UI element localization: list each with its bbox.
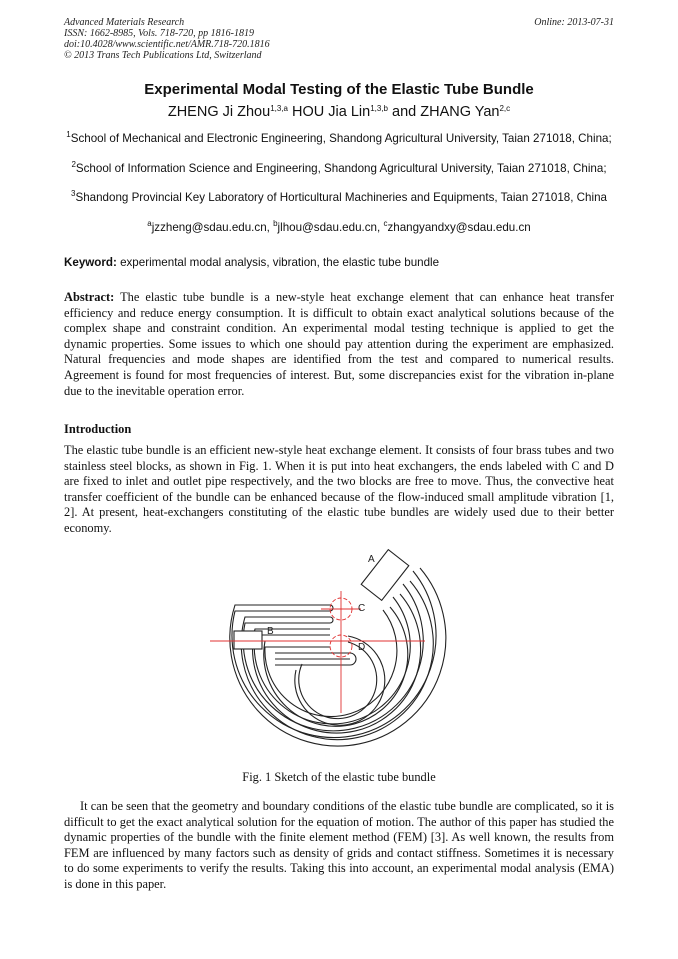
- intro-paragraph: It can be seen that the geometry and boundary conditions of the elastic tube bundle are complicated, so it is difficult to get the exact analytical solution for the equation of motion. The author of this paper has studied the dynamic properties of the bundle with the finite element method (FEM) [3]. As well known, the results from FEM are influenced by many factors such as density of grids and contact stiffness. Sometimes it is necessary to do some experiments to verify the results. Taking this into account, an experimental modal analysis (EMA) is done in this paper.: [64, 799, 614, 891]
- tube-bundle-figure: [200, 543, 490, 768]
- figure-caption: Fig. 1 Sketch of the elastic tube bundle: [242, 770, 436, 784]
- running-header: [64, 17, 270, 61]
- author-affil-sup: 1,3,b: [370, 104, 388, 113]
- paper-title: Experimental Modal Testing of the Elastic Tube Bundle: [144, 81, 534, 98]
- label-c: C: [358, 603, 366, 614]
- author-affil-sup: 1,3,a: [270, 104, 288, 113]
- author-name: ZHANG Yan: [420, 104, 500, 120]
- abstract-text: The elastic tube bundle is a new-style heat exchange element that can enhance heat transfer efficiency and reduce energy consumption. It is difficult to obtain exact analytical solutions because of the complex shape and constraint condition. An experimental modal testing technique is applied to get the dynamic properties. Some issues to which one should pay attention during the experiment are emphasized. Natural frequencies and mode shapes are identified from the test and compared to numerical results. Agreement is found for most frequencies of interest. But, some discrepancies exist for the vibration in-plane due to the inevitable operation error.: [64, 290, 614, 398]
- intro-paragraph: The elastic tube bundle is an efficient new-style heat exchange element. It consists of four brass tubes and two stainless steel blocks, as shown in Fig. 1. When it is put into heat exchangers, the ends labeled with C and D are fixed to inlet and outlet pipe respectively, and the two blocks are free to move. Thus, the convective heat transfer coefficient of the bundle can be enhanced because of the flow-induced small amplitude vibration [1, 2]. At present, heat-exchangers constituting of the elastic tube bundles are widely used due to their better economy.: [64, 443, 614, 535]
- affiliation: $^1$School of Mechanical and Electronic Engineering, Shandong Agricultural University, Taian 271018, China;: [66, 130, 612, 145]
- block-b: [234, 626, 274, 649]
- affiliation: $^3$Shandong Provincial Key Laboratory of Horticultural Machineries and Equipments, Taian 271018, China: [71, 189, 607, 204]
- author-affil-sup: 2,c: [499, 104, 511, 113]
- author-line: ZHENG Ji Zhou$^{1,3,a}$ HOU Jia Lin$^{1,3,b}$ and ZHANG Yan$^{2,c}$: [167, 104, 511, 120]
- email-link[interactable]: jzzheng@sdau.edu.cn,: [151, 221, 270, 234]
- section-heading: Introduction: [64, 422, 132, 436]
- online-date: Online: 2013-07-31: [534, 17, 614, 28]
- keywords: [64, 256, 439, 269]
- email-line: $^a$jzzheng@sdau.edu.cn, $^b$jlhou@sdau.edu.cn, $^c$zhangyandxy@sdau.edu.cn: [147, 219, 531, 234]
- author-name: ZHENG Ji Zhou: [167, 104, 271, 120]
- issn-line: ISSN: 1662-8985, Vols. 718-720, pp 1816-1819: [64, 28, 254, 39]
- email-link[interactable]: zhangyandxy@sdau.edu.cn: [387, 221, 531, 234]
- email-link[interactable]: jlhou@sdau.edu.cn,: [277, 221, 381, 234]
- copyright-line: © 2013 Trans Tech Publications Ltd, Switzerland: [64, 50, 262, 61]
- journal-name: Advanced Materials Research: [64, 17, 185, 28]
- tube-loops: [230, 568, 446, 746]
- affiliation: $^2$School of Information Science and Engineering, Shandong Agricultural University, Taian 271018, China;: [71, 160, 607, 175]
- author-name: HOU Jia Lin: [292, 104, 371, 120]
- keyword-label: Keyword:: [64, 256, 117, 269]
- abstract: [64, 290, 614, 399]
- keyword-text: experimental modal analysis, vibration, the elastic tube bundle: [120, 256, 440, 269]
- abstract-label: Abstract:: [64, 290, 115, 304]
- label-d: D: [358, 642, 366, 653]
- label-a: A: [368, 554, 375, 565]
- label-b: B: [267, 626, 274, 637]
- doi-line: doi:10.4028/www.scientific.net/AMR.718-720.1816: [64, 39, 270, 50]
- block-a: [361, 550, 409, 601]
